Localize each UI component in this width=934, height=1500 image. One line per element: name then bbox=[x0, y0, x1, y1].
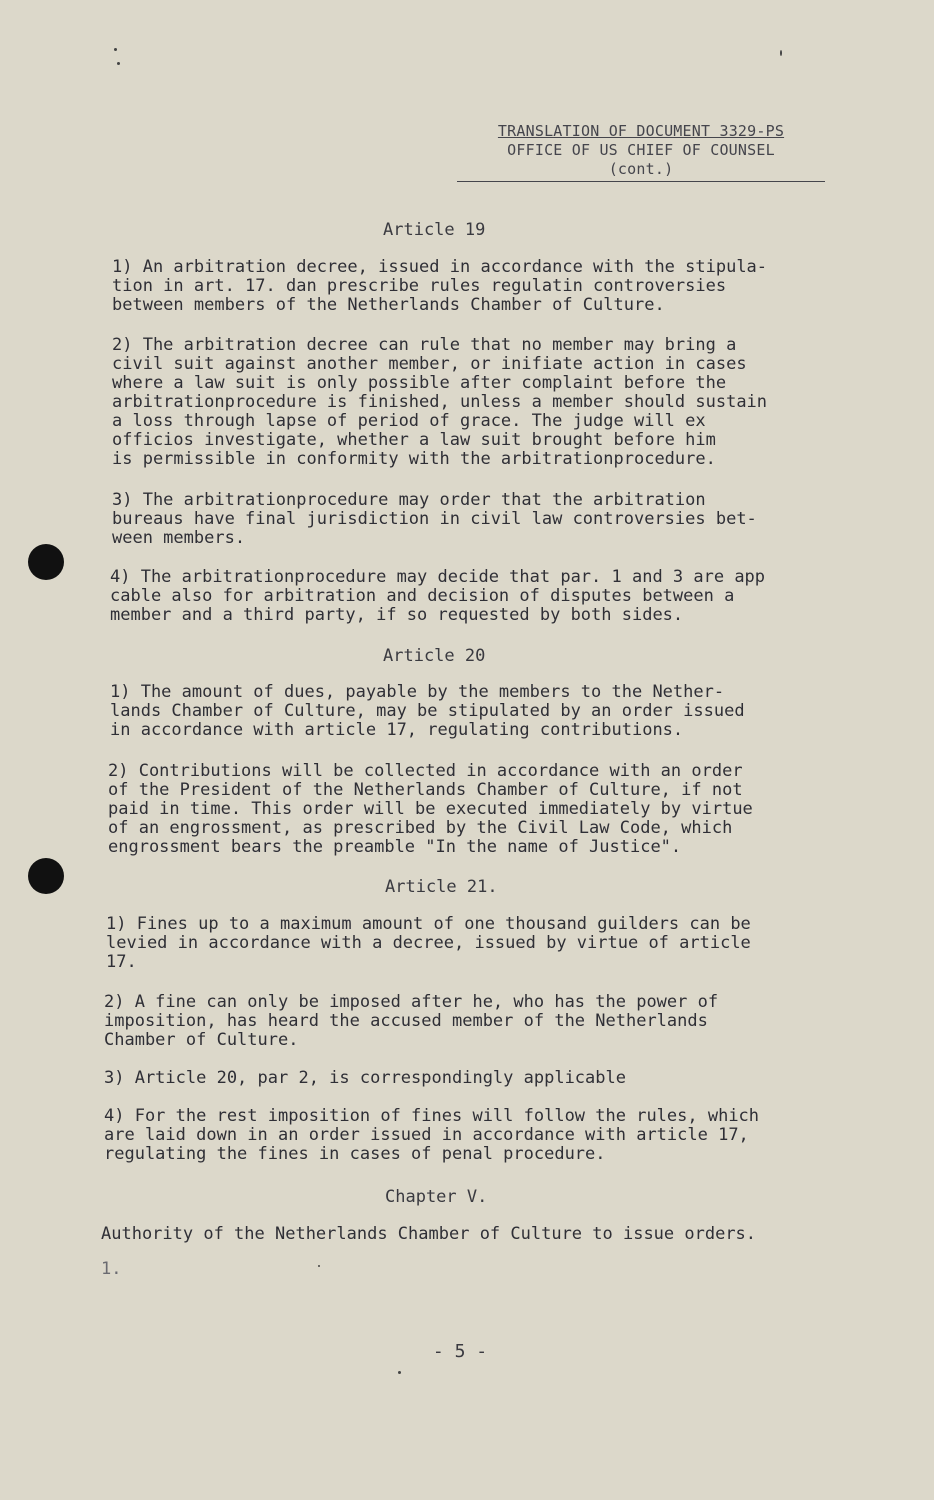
header-title: TRANSLATION OF DOCUMENT 3329-PS bbox=[497, 122, 785, 140]
chapter-5-heading: Chapter V. bbox=[385, 1187, 488, 1207]
article-19-paragraph-4: 4) The arbitrationprocedure may decide that par. 1 and 3 are app cable also for arbitration and decision of disputes between a member and a third party, if so requested by both sides. bbox=[110, 567, 766, 625]
paper-speck bbox=[117, 62, 120, 65]
punch-hole-bottom bbox=[28, 858, 64, 894]
article-20-paragraph-1: 1) The amount of dues, payable by the members to the Nether- lands Chamber of Culture, may be stipulated by an order issued in accordance with article 17, regulating contributions. bbox=[110, 682, 745, 740]
article-21-paragraph-4: 4) For the rest imposition of fines will follow the rules, which are laid down in an order issued in accordance with article 17, regulating the fines in cases of penal procedure. bbox=[104, 1106, 760, 1164]
article-19-heading: Article 19 bbox=[383, 220, 486, 240]
article-21-heading: Article 21. bbox=[385, 877, 498, 897]
article-21-paragraph-1: 1) Fines up to a maximum amount of one thousand guilders can be levied in accordance with a decree, issued by virtue of article 17. bbox=[106, 914, 751, 972]
document-header bbox=[457, 122, 825, 182]
header-office: OFFICE OF US CHIEF OF COUNSEL bbox=[507, 141, 775, 159]
article-21-paragraph-2: 2) A fine can only be imposed after he, who has the power of imposition, has heard the accused member of the Netherlands Chamber of Culture. bbox=[104, 992, 719, 1050]
header-rule bbox=[457, 181, 825, 182]
header-cont: (cont.) bbox=[608, 160, 674, 178]
page-number: - 5 - bbox=[432, 1341, 488, 1362]
article-20-heading: Article 20 bbox=[383, 646, 486, 666]
paper-speck bbox=[318, 1265, 320, 1267]
article-19-paragraph-3: 3) The arbitrationprocedure may order that the arbitration bureaus have final jurisdiction in civil law controversies bet- ween members. bbox=[112, 490, 757, 548]
article-19-paragraph-2: 2) The arbitration decree can rule that no member may bring a civil suit against another member, or inifiate action in cases where a law suit is only possible after complaint before the arbitrationprocedure is finished, unless a member should sustain a loss through lapse of period of grace. The judge will ex officios investigate, whether a law suit brought before him is permissible in conformity with the arbitrationprocedure. bbox=[112, 335, 768, 469]
punch-hole-top bbox=[28, 544, 64, 580]
article-20-paragraph-2: 2) Contributions will be collected in accordance with an order of the President of the Netherlands Chamber of Culture, if not paid in time. This order will be executed immediately by virtue of an engrossment, as prescribed by the Civil Law Code, which engrossment bears the preamble "In the name of Justice". bbox=[108, 761, 753, 857]
article-19-paragraph-1: 1) An arbitration decree, issued in accordance with the stipula- tion in art. 17. dan prescribe rules regulatin controversies between members of the Netherlands Chamber of Culture. bbox=[112, 257, 768, 315]
article-21-paragraph-3: 3) Article 20, par 2, is correspondingly applicable bbox=[104, 1068, 626, 1088]
paper-speck bbox=[780, 50, 782, 56]
chapter-5-title: Authority of the Netherlands Chamber of Culture to issue orders. bbox=[101, 1224, 757, 1244]
paper-speck bbox=[114, 48, 117, 51]
paper-speck bbox=[398, 1371, 401, 1374]
chapter-5-fragment: 1. bbox=[101, 1259, 122, 1279]
